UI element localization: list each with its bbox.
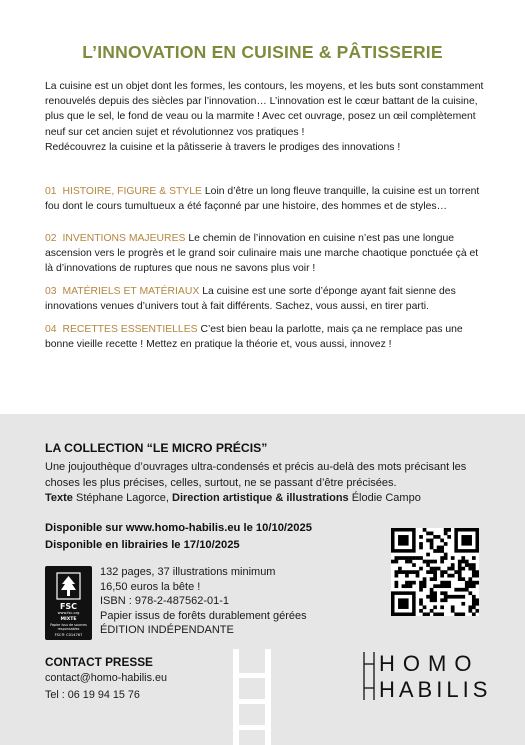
press-phone: Tel : 06 19 94 15 76 <box>45 689 140 701</box>
logo-word-habilis: HABILIS <box>379 677 492 702</box>
section-03 <box>45 284 485 314</box>
availability-online[interactable]: Disponible sur www.homo-habilis.eu le 10/10/2025 <box>45 522 312 534</box>
press-contact-title: CONTACT PRESSE <box>45 655 153 669</box>
fsc-code: FSC® C014767 <box>54 633 83 637</box>
spec-line: 132 pages, 37 illustrations minimum <box>100 566 276 578</box>
spec-line: Papier issus de forêts durablement gérées <box>100 609 307 622</box>
availability-bookstores: Disponible en librairies le 17/10/2025 <box>45 539 240 551</box>
section-heading: RECETTES ESSENTIELLES <box>62 324 198 335</box>
qr-code[interactable] <box>391 528 479 616</box>
fsc-mix: MIXTE <box>60 617 77 622</box>
section-heading: MATÉRIELS ET MATÉRIAUX <box>62 286 200 297</box>
fsc-name: FSC <box>59 602 78 611</box>
section-text: Loin d’être un long fleuve tranquille, la cuisine est un torrent fou dont le cours tumultueux a été façonné par une histoire, des hommes et de styles… <box>45 186 480 213</box>
collection-description <box>45 460 485 507</box>
section-text: Le chemin de l’innovation en cuisine n’est pas une longue ascension vers le progrès et le grand soir culinaire mais une marche chaotique ponctuée çà et là d’innovations de ruptures que nous ne savons plus voir ! <box>45 233 479 275</box>
text-credit-label: Texte <box>45 492 73 504</box>
book-specs <box>100 565 360 638</box>
section-01 <box>45 184 485 214</box>
section-02 <box>45 231 485 277</box>
fsc-site: www.fsc.org <box>57 611 80 615</box>
intro-text: Redécouvrez la cuisine et la pâtisserie à travers le prodiges des innovations ! <box>45 141 401 153</box>
qr-code-graphic <box>391 528 479 616</box>
homo-habilis-logo <box>362 650 492 702</box>
fsc-claim: Papier issu de sources responsables <box>50 623 87 631</box>
intro-text: La cuisine est un objet dont les formes, les contours, les moyens, et les buts sont constamment renouvelés depuis des siècles par l’innovation… L’innovation est le cœur battant de la cuisine, plus que le sel, le fond de veau ou la marmite ! Avec cet ouvrage, posez un œil complètement neuf sur cet ancien sujet et révolutionnez vos pratiques ! <box>45 81 484 138</box>
collection-description-text: Une joujouthèque d’ouvrages ultra-condensés et précis au-delà des mots précisant les choses les plus précises, celles, surtout, ne se passant d’être précisées. <box>45 461 467 489</box>
fsc-logo <box>45 566 92 640</box>
logo-ladder-icon <box>362 650 376 702</box>
section-heading: HISTOIRE, FIGURE & STYLE <box>62 186 202 197</box>
section-heading: INVENTIONS MAJEURES <box>62 233 186 244</box>
collection-title: LA COLLECTION “LE MICRO PRÉCIS” <box>45 441 268 455</box>
fsc-tree-icon <box>56 572 81 600</box>
logo-word-homo: HOMO <box>379 651 480 676</box>
spec-line: ISBN : 978-2-487562-01-1 <box>100 595 230 607</box>
spec-line: ÉDITION INDÉPENDANTE <box>100 624 234 636</box>
spec-line: 16,50 euros la bête ! <box>100 580 201 593</box>
section-number: 03 <box>45 286 57 297</box>
intro-paragraph <box>45 79 485 155</box>
section-number: 04 <box>45 324 57 335</box>
section-text: C’est bien beau la parlotte, mais ça ne remplace pas une bonne vieille recette ! Mettez en pratique la théorie et, vous aussi, innovez ! <box>45 324 463 351</box>
art-credit-label: Direction artistique & illustrations <box>172 492 349 504</box>
section-04 <box>45 322 485 352</box>
art-credit-author: Élodie Campo <box>351 492 421 504</box>
page-title: L’INNOVATION EN CUISINE & PÂTISSERIE <box>82 42 443 62</box>
text-credit-author: Stéphane Lagorce, <box>75 492 169 504</box>
section-number: 02 <box>45 233 57 244</box>
press-email-link[interactable]: contact@homo-habilis.eu <box>45 672 167 684</box>
section-text: La cuisine est une sorte d’éponge ayant fait sienne des innovations venues d’univers tout à fait différents. Sachez, vous aussi, en tirer parti. <box>45 286 456 313</box>
ladder-decoration <box>229 649 275 745</box>
section-number: 01 <box>45 186 57 197</box>
